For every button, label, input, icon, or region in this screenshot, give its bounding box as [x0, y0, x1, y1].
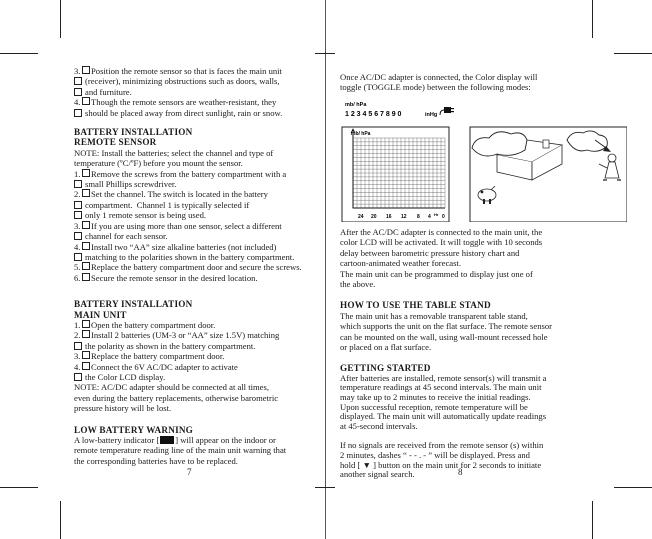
note-text: pressure history will be lost. [74, 403, 172, 414]
list-item: 3. If you are using more than one sensor, select a different [74, 220, 282, 231]
crop-mark [60, 501, 61, 539]
list-item: 2. Install 2 batteries (UM-3 or “AA” size 1.5V) matching [74, 330, 280, 341]
list-item: 6. Secure the remote sensor in the desired location. [74, 272, 258, 283]
list-item: 4. Though the remote sensors are weather-resistant, they [74, 97, 277, 108]
section-heading: LOW BATTERY WARNING [74, 424, 194, 435]
list-c: 1. Open the battery compartment door. 2. Install 2 batteries (UM-3 or “AA” size 1.5V) matching the polarity as shown in the battery compartment. 3. Replace the battery compartment door. 4. Connect the 6V AC/DC adapter to activate the Color LCD display. [74, 320, 316, 382]
x-tick-label: 4 [428, 214, 431, 220]
checkbox-icon [74, 253, 82, 261]
segment-digits: 1 2 3 4 5 6 7 8 9 0 [345, 111, 402, 118]
note-text: NOTE: Install the batteries; select the channel and type of [74, 147, 274, 158]
crop-mark [592, 501, 593, 539]
crop-mark [0, 487, 38, 488]
crop-mark [614, 487, 652, 488]
inhg-label: inHg [425, 112, 438, 118]
crop-mark [315, 487, 335, 488]
x-tick-label: 16 [386, 214, 392, 220]
zero-label: 0 [442, 214, 445, 220]
checkbox-icon [82, 242, 90, 250]
checkbox-icon [82, 66, 90, 74]
checkbox-icon [82, 221, 90, 229]
center-fold-line [325, 0, 326, 539]
crop-mark [614, 53, 652, 54]
x-tick-label: 24 [358, 214, 364, 220]
list-item: 1. Open the battery compartment door. [74, 319, 216, 330]
low-battery-icon [160, 436, 174, 444]
checkbox-icon [82, 273, 90, 281]
display-modes-figure [337, 100, 627, 222]
checkbox-icon [74, 342, 82, 350]
note-text: even during the battery replacements, otherwise barometric [74, 392, 279, 403]
checkbox-icon [82, 97, 90, 105]
checkbox-icon [74, 109, 82, 117]
list-b: 1. Remove the screws from the battery compartment with a small Phillips screwdriver. 2. Set the channel. The switch is located in the battery compartment. Channel 1 is typically selected if only 1 remote sensor is being used. 3. If you are using more than one sensor, select a different channel for each sensor. 4. Install two “AA” size alkaline batteries (not included) matching to the polarities shown in the battery compartment. 5. Replace the battery compartment door and secure the screws. 6. Secure the remote sensor in the desired location. [74, 169, 316, 283]
section-heading: HOW TO USE THE TABLE STAND [340, 300, 491, 311]
list-item: 3. Replace the battery compartment door. [74, 351, 225, 362]
checkbox-icon [82, 330, 90, 338]
checkbox-icon [74, 211, 82, 219]
x-tick-label: 20 [371, 214, 377, 220]
x-tick-label: 8 [417, 214, 420, 220]
note-text: NOTE: AC/DC adapter should be connected at all times, [74, 382, 269, 393]
list-item: 4. Install two “AA” size alkaline batteries (not included) [74, 241, 277, 252]
list-item: 4. Connect the 6V AC/DC adapter to activate [74, 361, 238, 372]
graph-unit-label: mb/ hPa [351, 131, 371, 137]
checkbox-icon [74, 232, 82, 240]
list-item: 1. Remove the screws from the battery compartment with a [74, 168, 287, 179]
checkbox-icon [82, 362, 90, 370]
weather-forecast-cartoon [470, 127, 627, 222]
section-heading: BATTERY INSTALLATION [74, 299, 193, 310]
section-subheading: REMOTE SENSOR [74, 137, 157, 148]
checkbox-icon [82, 262, 90, 270]
checkbox-icon [74, 77, 82, 85]
checkbox-icon [82, 351, 90, 359]
crop-mark [0, 53, 38, 54]
section-heading: GETTING STARTED [340, 363, 431, 374]
crop-mark [60, 0, 61, 38]
crop-mark [592, 0, 593, 38]
right-page: Once AC/DC adapter is connected, the Color display will toggle (TOGGLE mode) between the following modes: [340, 72, 538, 93]
checkbox-icon [74, 180, 82, 188]
section-subheading: MAIN UNIT [74, 309, 127, 320]
list-item: 3. Position the remote sensor so that is faces the main unit [74, 66, 282, 76]
page-number: 7 [187, 467, 192, 477]
checkbox-icon [82, 320, 90, 328]
section-heading: BATTERY INSTALLATION [74, 127, 193, 138]
right-page-body: After the AC/DC adapter is connected to the main unit, the color LCD will be activated. It will toggle with 10 seconds delay between barometric pressure history chart and cartoon-animated weather forecast. The main unit can be programmed to display just one of the above. HOW TO USE THE TABLE STAND The main unit has a removable transparent table stand, which supports the unit on the flat surface. The remote sensor can be mounted on the wall, using wall-mount recessed hole or placed on a flat surface. GETTING STARTED After batteries are installed, remote sensor(s) will transmit a temperature readings at 45 second intervals. The main unit may take up to 2 minutes to receive the initial readings. Upon successful reception, remote temperature will be displayed. The main unit will automatically update readings at 45-second intervals. If no signals are received from the remote sensor (s) within 2 minutes, dashes “ - - . - ” will be displayed. Press and hold [ ▼ ] button on the main unit for 2 seconds to initiate another signal search. [340, 227, 602, 480]
list-a: 3. Position the remote sensor so that is faces the main unit (receiver), minimizing obstructions such as doors, walls, and furniture. 4. Though the remote sensors are weather-resistant, they should be placed away from direct sunlight, rain or snow. [74, 66, 316, 118]
note-text: temperature (ºC/ºF) before you mount the sensor. [74, 158, 243, 169]
hr-label: Hr [434, 212, 439, 217]
x-tick-label: 12 [401, 214, 407, 220]
page-number: 8 [458, 467, 463, 477]
list-item: 2. Set the channel. The switch is located in the battery [74, 189, 268, 200]
checkbox-icon [82, 189, 90, 197]
adapter-plug-icon [440, 107, 454, 115]
checkbox-icon [74, 88, 82, 96]
unit-label: mb/ hPa [345, 102, 367, 108]
checkbox-icon [74, 201, 82, 209]
down-arrow-icon: ▼ [362, 459, 371, 470]
list-item: 5. Replace the battery compartment door and secure the screws. [74, 262, 302, 273]
pressure-history-chart [342, 127, 449, 222]
left-page: 3. Position the remote sensor so that is faces the main unit (receiver), minimizing obstructions such as doors, walls, and furniture. 4. Though the remote sensors are weather-resistant, they should be placed away from direct sunlight, rain or snow. BATTERY INSTALLATION REMOTE SENSOR NOTE: Install the batteries; select the channel and type of temperature (ºC/ºF) before you mount the sensor. 1. Remove the screws from the battery compartment with a small Phillips screwdriver. 2. Set the channel. The switch is located in the battery compartment. Channel 1 is typically selected if only 1 remote sensor is being used. 3. If you are using more than one sensor, select a different channel for each sensor. 4. Install two “AA” size alkaline batteries (not included) matching to the polarities shown in the battery compartment. 5. Replace the battery compartment door and secure the screws. 6. Secure the remote sensor in the desired location. BATTERY INSTALLATION MAIN UNIT 1. Open the battery compartment door. 2. Install 2 batteries (UM-3 or “AA” size 1.5V) matching the polarity as shown in the battery compartment. 3. Replace the battery compartment door. 4. Connect the 6V AC/DC adapter to activate the Color LCD display. NOTE: AC/DC adapter should be connected at all times, even during the battery replacements, otherwise barometric pressure history will be lost. LOW BATTERY WARNING A low-battery indicator [ ] will appear on the indoor or remote temperature reading line of the main unit warning that the corresponding batteries have to be replaced. [74, 66, 316, 466]
checkbox-icon [82, 169, 90, 177]
crop-mark [315, 53, 335, 54]
checkbox-icon [74, 373, 82, 381]
